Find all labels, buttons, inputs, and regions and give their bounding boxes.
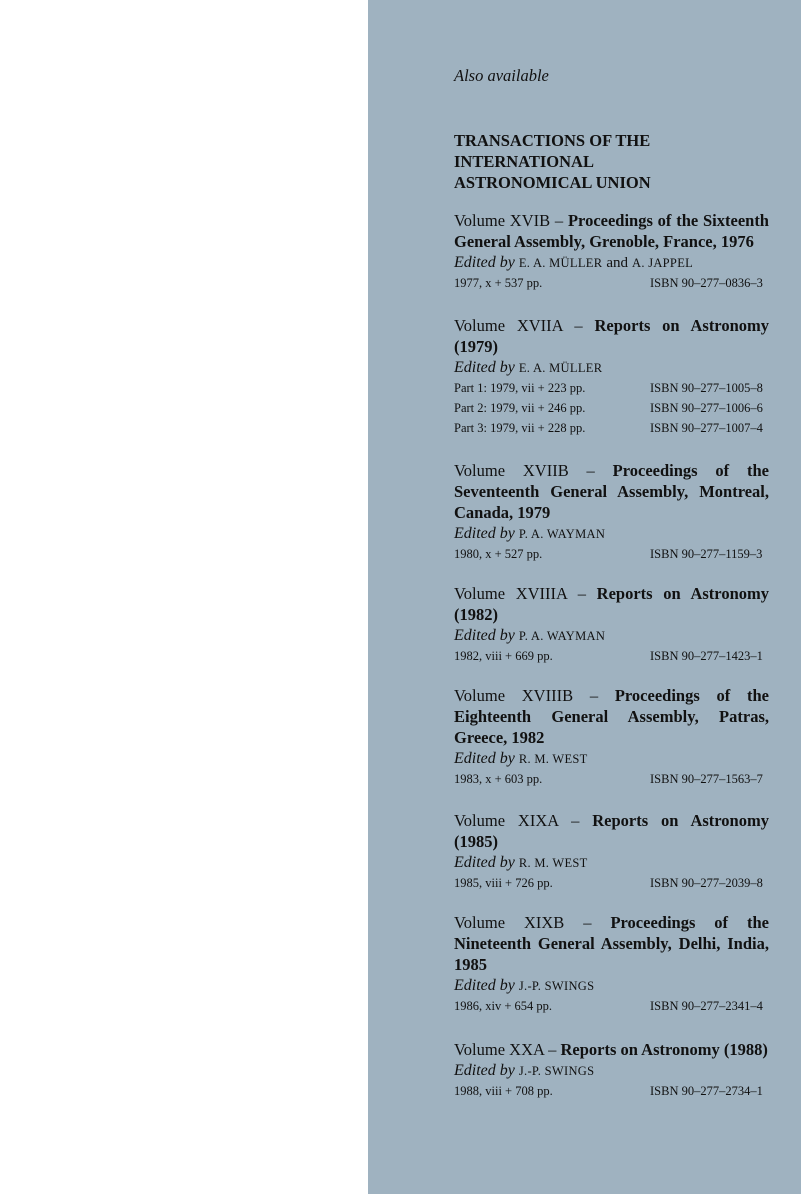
isbn: ISBN 90–277–1005–8 [650, 381, 763, 395]
publication-details: 1985, viii + 726 pp. [454, 876, 553, 890]
series-title-line: TRANSACTIONS OF THE [454, 131, 651, 150]
volume-number: Volume XVIIIB – [454, 686, 615, 705]
editor-name: R. M. WEST [518, 856, 588, 870]
publication-line [454, 418, 769, 438]
volume-entry [454, 1039, 769, 1101]
publication-details: 1980, x + 527 pp. [454, 547, 543, 561]
isbn: ISBN 90–277–2734–1 [650, 1084, 763, 1098]
volume-title: Proceedings of the Nineteenth General Assembly, Delhi, India, 1985 [454, 913, 769, 974]
volume-title: Reports on Astronomy (1988) [560, 1040, 768, 1059]
volume-number: Volume XVIB – [454, 211, 568, 230]
volume-title: Reports on Astronomy (1979) [454, 316, 770, 356]
publication-line [454, 1081, 769, 1101]
isbn: ISBN 90–277–1006–6 [650, 401, 763, 415]
edited-by-label: Edited by [454, 627, 515, 644]
also-available-heading: Also available [454, 66, 549, 85]
editor-line [454, 626, 769, 646]
edited-by-label: Edited by [454, 359, 515, 376]
editor-line [454, 976, 769, 996]
editor-name: P. A. WAYMAN [518, 527, 606, 541]
publication-line [454, 398, 769, 418]
publication-details: Part 1: 1979, vii + 223 pp. [454, 381, 586, 395]
isbn: ISBN 90–277–1159–3 [650, 547, 763, 561]
publication-details: 1977, x + 537 pp. [454, 276, 543, 290]
blank-left-page [0, 0, 368, 1194]
volume-title: Reports on Astronomy (1985) [454, 811, 769, 851]
back-cover-panel [368, 0, 801, 1194]
publication-line [454, 873, 769, 893]
editor-name: J.-P. SWINGS [518, 1064, 595, 1078]
volume-heading [454, 583, 769, 625]
volume-entry [454, 583, 769, 666]
volume-number: Volume XVIIA – [454, 316, 595, 335]
editor-line [454, 358, 769, 378]
editor-line [454, 1061, 769, 1081]
editor-name: E. A. MÜLLER [518, 256, 603, 270]
series-title-line: INTERNATIONAL [454, 152, 594, 171]
isbn: ISBN 90–277–1423–1 [650, 649, 763, 663]
volume-heading [454, 912, 769, 975]
isbn: ISBN 90–277–0836–3 [650, 276, 763, 290]
publication-line [454, 646, 769, 666]
volume-number: Volume XXA – [454, 1040, 561, 1059]
volume-heading [454, 1039, 769, 1060]
volume-heading [454, 210, 769, 252]
volume-heading [454, 460, 769, 523]
publication-details: 1983, x + 603 pp. [454, 772, 543, 786]
editor-line [454, 524, 769, 544]
series-title [454, 130, 651, 193]
isbn: ISBN 90–277–1563–7 [650, 772, 763, 786]
publication-details: 1988, viii + 708 pp. [454, 1084, 553, 1098]
editor-name: R. M. WEST [518, 752, 588, 766]
editor-name: J.-P. SWINGS [518, 979, 595, 993]
volume-entry [454, 315, 769, 438]
edited-by-label: Edited by [454, 1062, 515, 1079]
volume-number: Volume XVIIB – [454, 461, 613, 480]
volume-entry [454, 210, 769, 293]
publication-line [454, 544, 769, 564]
volume-heading [454, 685, 769, 748]
edited-by-label: Edited by [454, 977, 515, 994]
volume-heading [454, 810, 769, 852]
volume-entry [454, 460, 769, 564]
volume-title: Reports on Astronomy (1982) [454, 584, 769, 624]
series-title-line: ASTRONOMICAL UNION [454, 173, 651, 192]
volume-number: Volume XVIIIA – [454, 584, 597, 603]
editor-name: A. JAPPEL [632, 256, 694, 270]
editor-line [454, 853, 769, 873]
editor-line [454, 749, 769, 769]
volume-entry [454, 912, 769, 1016]
editor-conjunction: and [606, 255, 629, 271]
volume-entry [454, 810, 769, 893]
edited-by-label: Edited by [454, 750, 515, 767]
isbn: ISBN 90–277–2341–4 [650, 999, 763, 1013]
editor-name: E. A. MÜLLER [518, 361, 603, 375]
publication-details: Part 2: 1979, vii + 246 pp. [454, 401, 586, 415]
publication-line [454, 996, 769, 1016]
publication-line [454, 273, 769, 293]
volume-number: Volume XIXB – [454, 913, 611, 932]
editor-line [454, 253, 769, 273]
publication-details: Part 3: 1979, vii + 228 pp. [454, 421, 586, 435]
publication-line [454, 378, 769, 398]
volume-number: Volume XIXA – [454, 811, 593, 830]
volume-title: Proceedings of the Sixteenth General Assembly, Grenoble, France, 1976 [454, 211, 769, 251]
volume-entry [454, 685, 769, 789]
volume-heading [454, 315, 769, 357]
publication-line [454, 769, 769, 789]
volume-title: Proceedings of the Seventeenth General Assembly, Montreal, Canada, 1979 [454, 461, 769, 522]
edited-by-label: Edited by [454, 525, 515, 542]
editor-name: P. A. WAYMAN [518, 629, 606, 643]
volume-title: Proceedings of the Eighteenth General Assembly, Patras, Greece, 1982 [454, 686, 769, 747]
publication-details: 1986, xiv + 654 pp. [454, 999, 553, 1013]
publication-details: 1982, viii + 669 pp. [454, 649, 553, 663]
isbn: ISBN 90–277–2039–8 [650, 876, 763, 890]
edited-by-label: Edited by [454, 254, 515, 271]
isbn: ISBN 90–277–1007–4 [650, 421, 763, 435]
edited-by-label: Edited by [454, 854, 515, 871]
